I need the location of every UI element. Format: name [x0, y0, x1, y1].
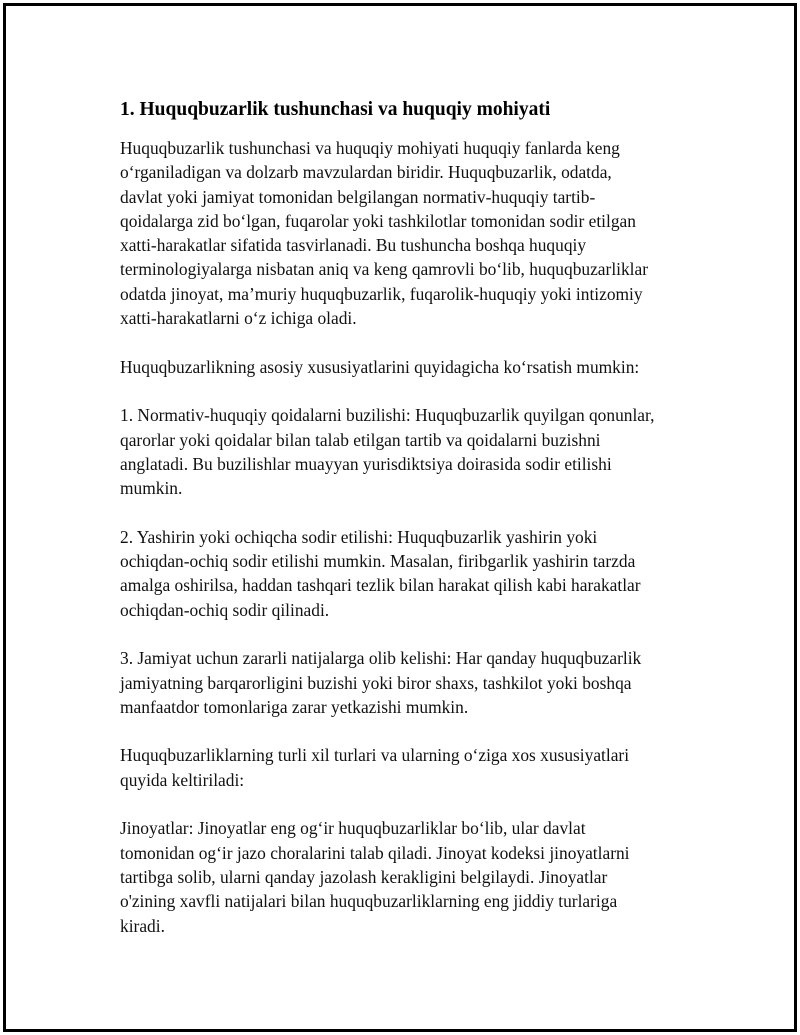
- list-item-1: 1. Normativ-huquqiy qoidalarni buzilishi: Huquqbuzarlik quyilgan qonunlar, qarorlar yoki qoidalar bilan talab etilgan tartib va qoidalarni buzishni anglatadi. Bu buzilishlar muayyan yurisdiktsiya doirasida sodir etilishi mumkin.: [120, 405, 655, 499]
- paragraph-types-lead: Huquqbuzarliklarning turli xil turlari va ularning o‘ziga xos xususiyatlari quyida keltiriladi:: [120, 745, 630, 790]
- list-item-2: 2. Yashirin yoki ochiqcha sodir etilishi: Huquqbuzarlik yashirin yoki ochiqdan-ochiq sodir etilishi mumkin. Masalan, firibgarlik yashirin tarzda amalga oshirilsa, haddan tashqari tezlik bilan harakat qilish kabi harakatlar ochiqdan-ochiq sodir qilinadi.: [120, 526, 641, 620]
- page-title: 1. Huquqbuzarlik tushunchasi va huquqiy mohiyati: [120, 99, 551, 120]
- paragraph-intro: Huquqbuzarlik tushunchasi va huquqiy mohiyati huquqiy fanlarda keng o‘rganiladigan va dolzarb mavzulardan biridir. Huquqbuzarlik, odatda, davlat yoki jamiyat tomonidan belgilangan normativ-huquqiy tartib- qoidalarga zid bo‘lgan, fuqarolar yoki tashkilotlar tomonidan sodir etilgan xatti-harakatlar sifatida tasvirlanadi. Bu tushuncha boshqa huquqiy terminologiyalarga nisbatan aniq va keng qamrovli bo‘lib, huquqbuzarliklar odatda jinoyat, ma’muriy huquqbuzarlik, fuqarolik-huquqiy yoki intizomiy xatti-harakatlarni o‘z ichiga oladi.: [120, 138, 649, 329]
- document-page: [3, 3, 797, 1032]
- paragraph-features-lead: Huquqbuzarlikning asosiy xususiyatlarini quyidagicha ko‘rsatish mumkin:: [120, 356, 640, 377]
- list-item-3: 3. Jamiyat uchun zararli natijalarga olib kelishi: Har qanday huquqbuzarlik jamiyatning barqarorligini buzishi yoki biror shaxs, tashkilot yoki boshqa manfaatdor tomonlariga zarar yetkazishi mumkin.: [120, 648, 642, 717]
- document-body: [120, 98, 700, 938]
- paragraph-crimes: Jinoyatlar: Jinoyatlar eng og‘ir huquqbuzarliklar bo‘lib, ular davlat tomonidan og‘ir jazo choralarini talab qiladi. Jinoyat kodeksi jinoyatlarni tartibga solib, ularni qanday jazolash kerakligini belgilaydi. Jinoyatlar o'zining xavfli natijalari bilan huquqbuzarliklarning eng jiddiy turlariga kiradi.: [120, 818, 630, 936]
